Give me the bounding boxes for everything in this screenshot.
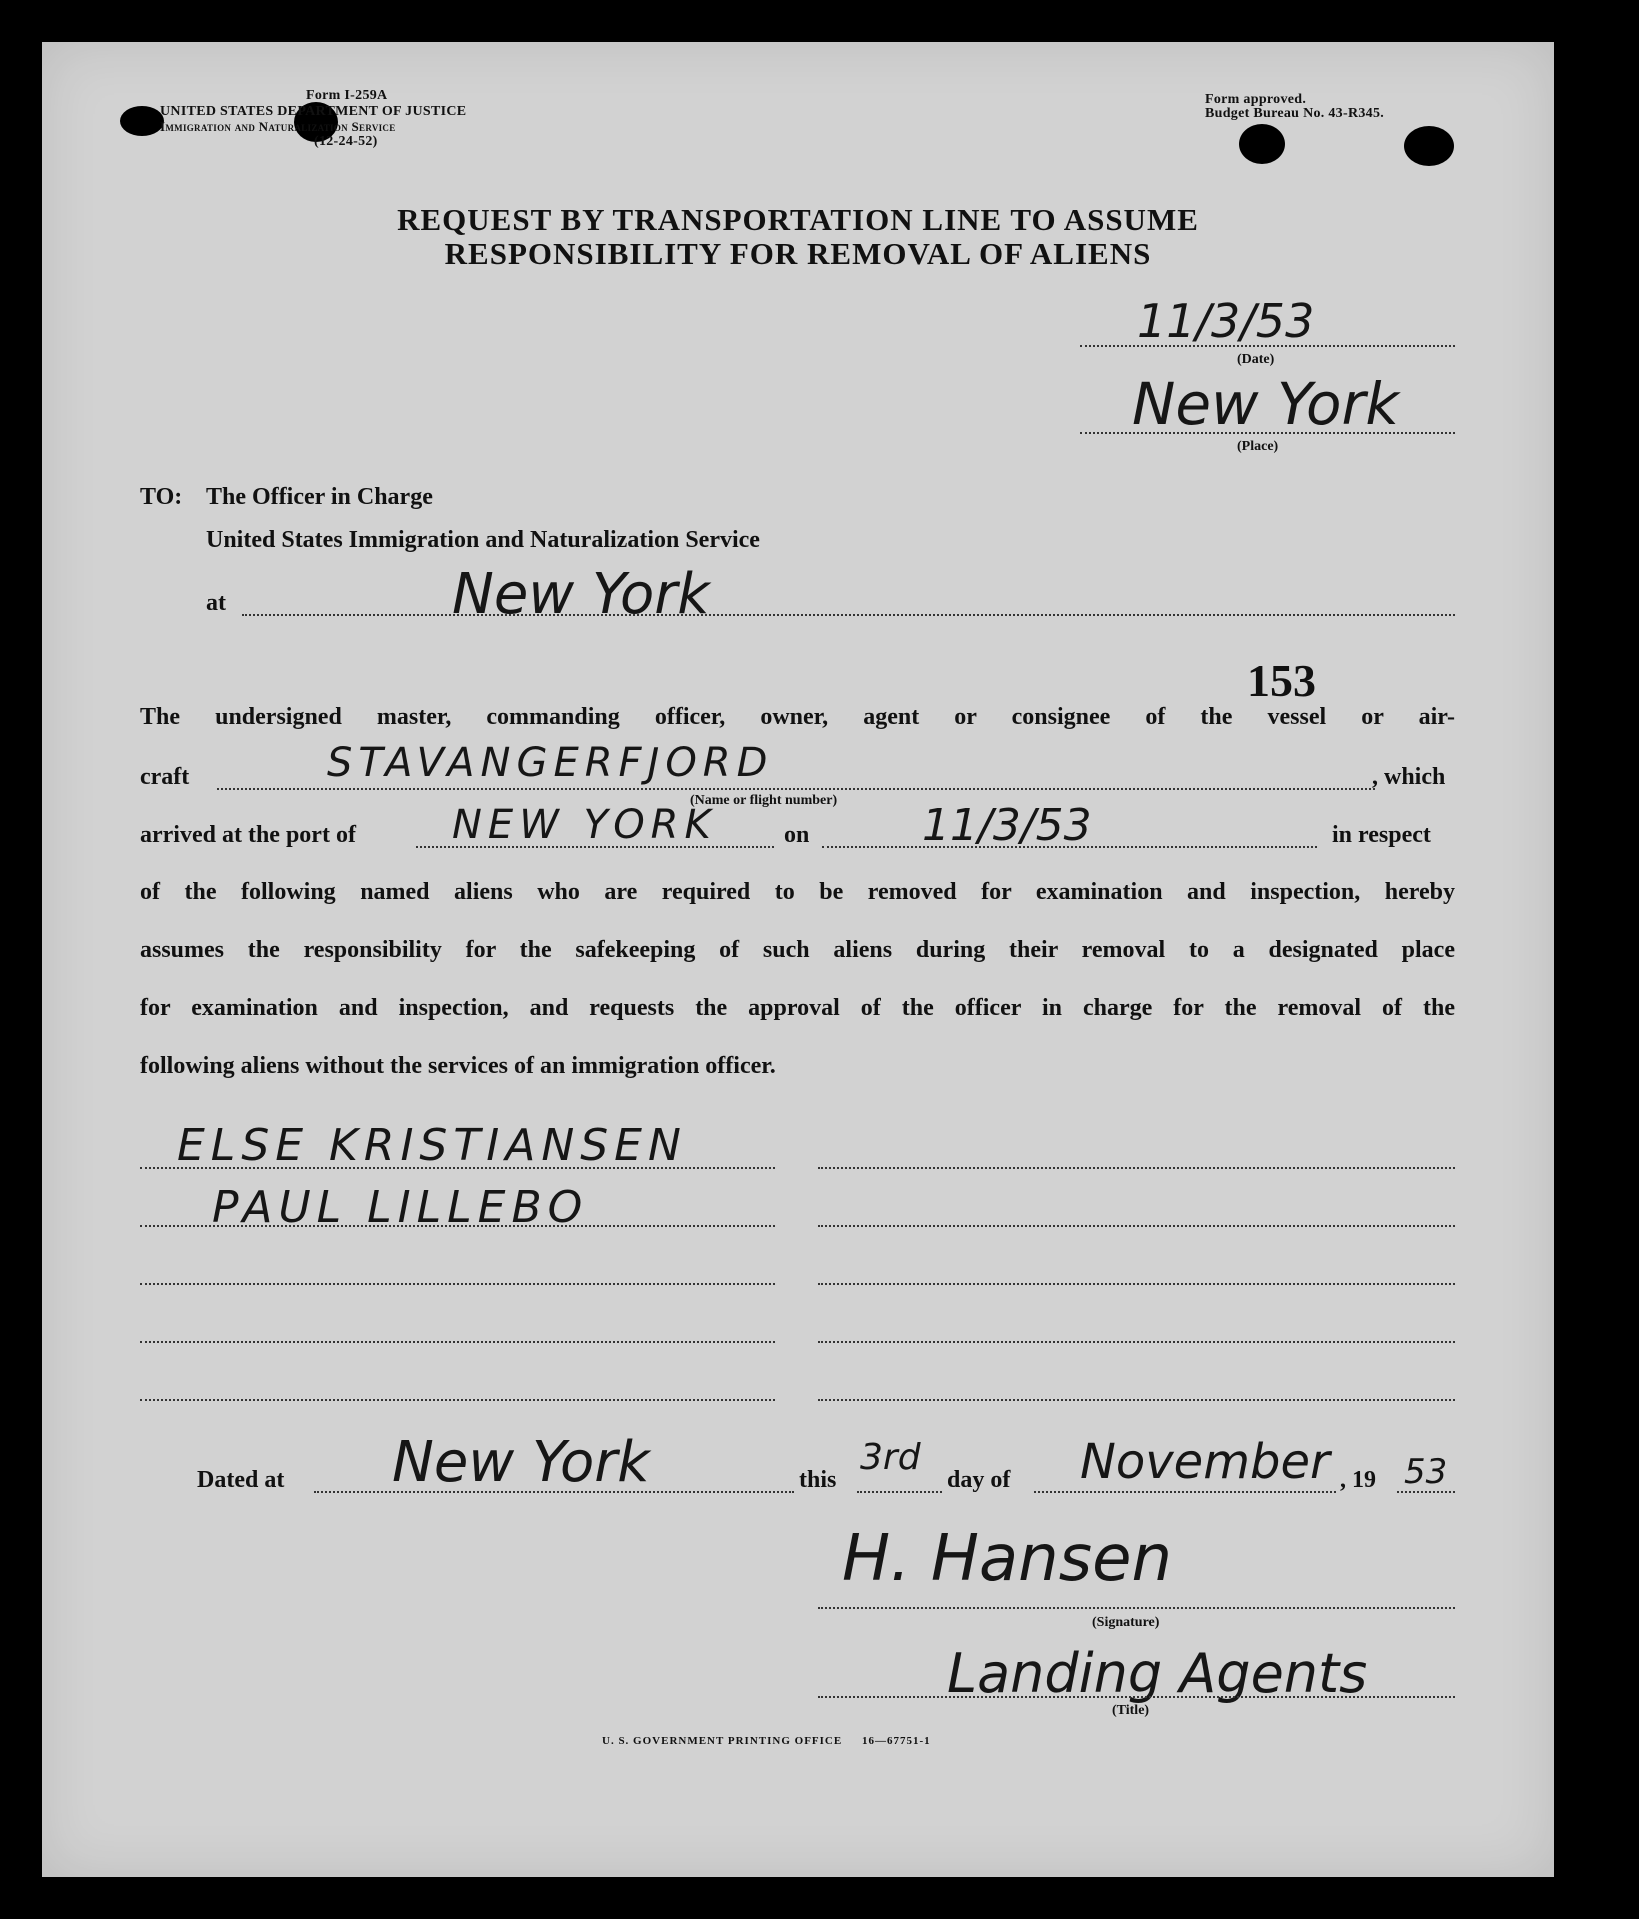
year-value: 53	[1404, 1452, 1448, 1492]
place-caption: (Place)	[1237, 439, 1279, 454]
port-value: NEW YORK	[452, 802, 717, 848]
to-label: TO:	[140, 484, 183, 510]
month-value: November	[1080, 1434, 1330, 1490]
title-value: Landing Agents	[947, 1642, 1368, 1705]
alien-line-right-5	[818, 1399, 1455, 1401]
addressee-line-2: United States Immigration and Naturalization Service	[206, 527, 760, 553]
alien-line-right-4	[818, 1341, 1455, 1343]
date-line	[1080, 345, 1455, 347]
day-line	[857, 1491, 942, 1493]
alien-name-2: PAUL LILLEBO	[212, 1182, 589, 1233]
place-line	[1080, 432, 1455, 434]
stamped-number: 153	[1247, 655, 1316, 706]
paragraph-line-1: of the following named aliens who are required to be removed for examination and inspection, hereby	[140, 879, 1455, 905]
dated-at-value: New York	[392, 1430, 650, 1495]
this-label: this	[799, 1467, 837, 1493]
craft-line	[217, 788, 1375, 790]
form-paper	[42, 42, 1554, 1877]
form-title-line-1: REQUEST BY TRANSPORTATION LINE TO ASSUME	[397, 202, 1199, 237]
arrival-date-value: 11/3/53	[922, 800, 1092, 851]
date-caption: (Date)	[1237, 352, 1275, 367]
intro-line: The undersigned master, commanding officer, owner, agent or consignee of the vessel or air-	[140, 704, 1455, 730]
craft-label: craft	[140, 764, 190, 790]
at-line	[242, 614, 1455, 616]
form-number: Form I-259A	[306, 88, 388, 103]
form-revision: (12-24-52)	[314, 134, 378, 149]
alien-line-left-4	[140, 1341, 775, 1343]
month-line	[1034, 1491, 1336, 1493]
day-of-label: day of	[947, 1467, 1011, 1493]
form-title-line-2: RESPONSIBILITY FOR REMOVAL OF ALIENS	[444, 236, 1152, 271]
at-value: New York	[452, 562, 710, 627]
alien-line-right-1	[818, 1167, 1455, 1169]
department-line: UNITED STATES DEPARTMENT OF JUSTICE	[160, 104, 467, 119]
approval-line-1: Form approved.	[1205, 92, 1307, 107]
craft-value: STAVANGERFJORD	[327, 740, 774, 786]
signature-line	[818, 1607, 1455, 1609]
signature-value: H. Hansen	[842, 1522, 1172, 1596]
alien-line-left-5	[140, 1399, 775, 1401]
title-line	[818, 1696, 1455, 1698]
dated-at-label: Dated at	[197, 1467, 285, 1493]
respect-label: in respect	[1332, 822, 1431, 848]
title-caption: (Title)	[1112, 1703, 1150, 1718]
alien-line-right-3	[818, 1283, 1455, 1285]
service-line: Immigration and Naturalization Service	[160, 119, 396, 134]
craft-suffix: , which	[1372, 764, 1446, 790]
paragraph-line-3: for examination and inspection, and requests the approval of the officer in charge for the removal of the	[140, 995, 1455, 1021]
date-value: 11/3/53	[1137, 294, 1315, 348]
punch-hole-3	[1239, 124, 1285, 164]
on-label: on	[784, 822, 810, 848]
paragraph-line-4: following aliens without the services of an immigration officer.	[140, 1053, 776, 1079]
signature-caption: (Signature)	[1092, 1615, 1160, 1630]
place-value: New York	[1132, 370, 1399, 438]
alien-line-right-2	[818, 1225, 1455, 1227]
alien-name-1: ELSE KRISTIANSEN	[177, 1120, 687, 1171]
at-label: at	[206, 590, 226, 616]
punch-hole-4	[1404, 126, 1454, 166]
punch-hole-1	[120, 106, 164, 136]
arrived-label: arrived at the port of	[140, 822, 356, 848]
paragraph-line-2: assumes the responsibility for the safekeeping of such aliens during their removal to a designated place	[140, 937, 1455, 963]
craft-caption: (Name or flight number)	[690, 793, 838, 808]
addressee-line-1: The Officer in Charge	[206, 484, 433, 510]
day-value: 3rd	[860, 1437, 921, 1478]
approval-line-2: Budget Bureau No. 43-R345.	[1205, 106, 1385, 121]
printer-credit: U. S. GOVERNMENT PRINTING OFFICE	[602, 1735, 843, 1747]
print-code: 16—67751-1	[862, 1735, 931, 1747]
year-prefix: , 19	[1340, 1467, 1376, 1493]
alien-line-left-3	[140, 1283, 775, 1285]
